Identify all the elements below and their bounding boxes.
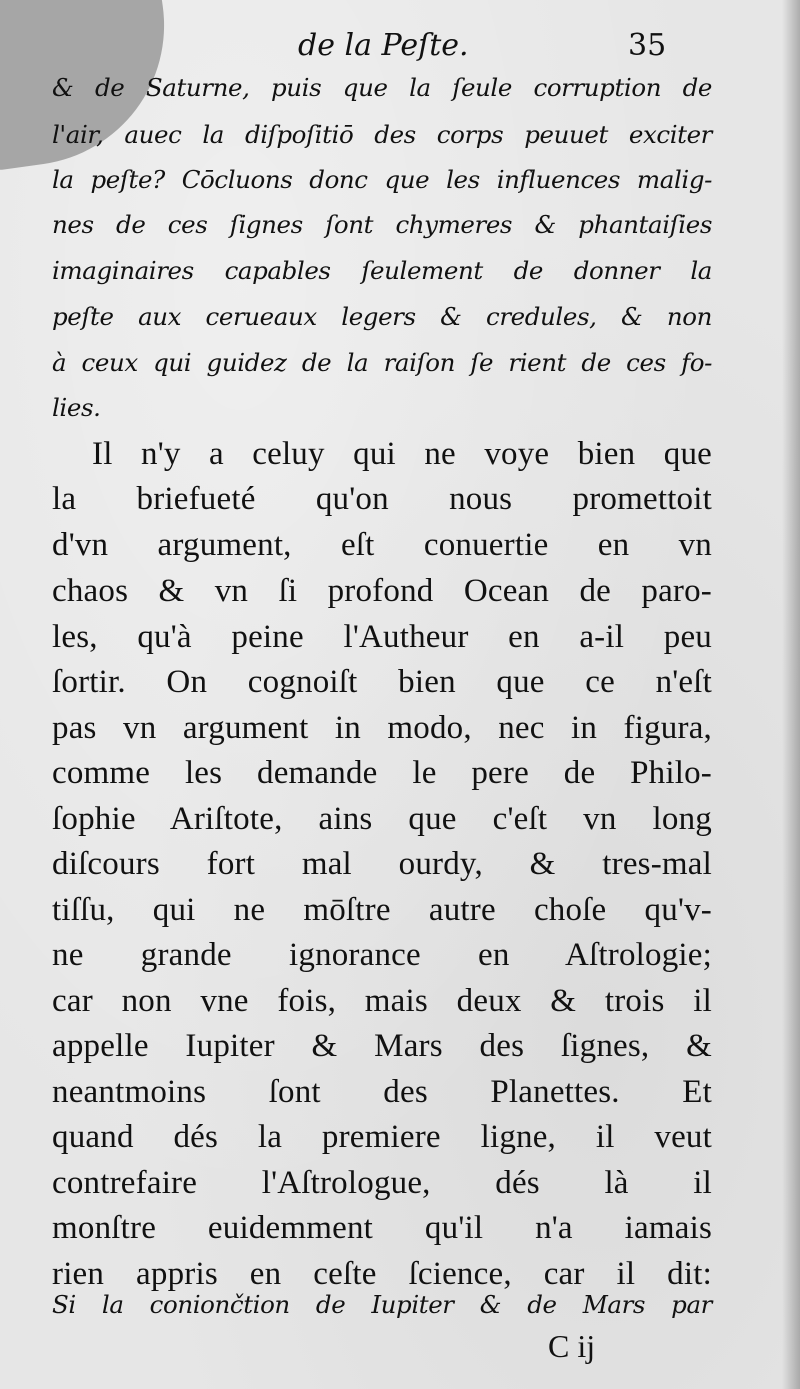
text-line: car non vne fois, mais deux & trois il xyxy=(52,983,712,1019)
text-line: quand dés la premiere ligne, il veut xyxy=(52,1119,712,1155)
text-line: Il n'y a celuy qui ne voye bien que xyxy=(92,436,712,472)
text-line: appelle Iupiter & Mars des ſignes, & xyxy=(52,1028,712,1064)
text-line: l'air, auec la diſpoſitiō des corps peuuet exciter xyxy=(52,120,712,149)
text-line: neantmoins ſont des Planettes. Et xyxy=(52,1074,712,1110)
page-header xyxy=(0,28,800,78)
text-line: lies. xyxy=(52,393,101,422)
text-line: ſophie Ariſtote, ains que c'eſt vn long xyxy=(52,801,712,837)
text-line: diſcours fort mal ourdy, & tres-mal xyxy=(52,846,712,882)
text-line: la peſte? Cōcluons donc que les influences malig- xyxy=(52,165,712,194)
text-line: nes de ces ſignes ſont chymeres & phantaiſies xyxy=(52,210,712,239)
page-number: 35 xyxy=(628,28,667,63)
text-line: comme les demande le pere de Philo- xyxy=(52,755,712,791)
text-line: monſtre euidemment qu'il n'a iamais xyxy=(52,1210,712,1246)
text-line: les, qu'à peine l'Autheur en a-il peu xyxy=(52,619,712,655)
text-line: & de Saturne, puis que la ſeule corruption de xyxy=(52,73,712,102)
text-line: rien appris en ceſte ſcience, car il dit: xyxy=(52,1256,712,1292)
text-line: contrefaire l'Aſtrologue, dés là il xyxy=(52,1165,712,1201)
running-title: de la Peſte. xyxy=(298,28,469,63)
text-line: ne grande ignorance en Aſtrologie; xyxy=(52,937,712,973)
text-line: peſte aux cerueaux legers & credules, & non xyxy=(52,302,712,331)
text-line: pas vn argument in modo, nec in figura, xyxy=(52,710,712,746)
text-line: chaos & vn ſi profond Ocean de paro- xyxy=(52,573,712,609)
text-line: tiſſu, qui ne mōſtre autre choſe qu'v- xyxy=(52,892,712,928)
text-line: la briefueté qu'on nous promettoit xyxy=(52,481,712,517)
text-line: imaginaires capables ſeulement de donner la xyxy=(52,256,712,285)
signature-mark: C ij xyxy=(548,1328,596,1364)
text-line: à ceux qui guidez de la raiſon ſe rient de ces fo- xyxy=(52,348,712,377)
text-line: d'vn argument, eſt conuertie en vn xyxy=(52,527,712,563)
text-line: ſortir. On cognoiſt bien que ce n'eſt xyxy=(52,664,712,700)
page-edge-shadow xyxy=(782,0,800,1389)
text-line: Si la coniončtion de Iupiter & de Mars par xyxy=(52,1290,712,1319)
